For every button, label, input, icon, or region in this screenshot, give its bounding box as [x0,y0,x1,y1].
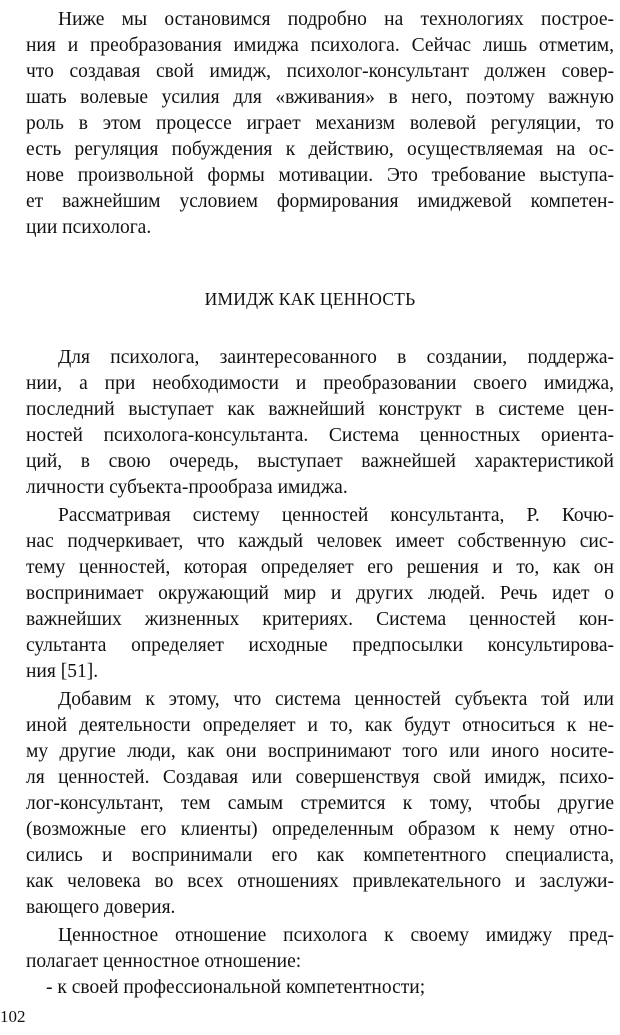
text-line: нии, а при необходимости и преобразовании своего имиджа, [26,373,614,394]
text-line: ния и преобразования имиджа психолога. Сейчас лишь отметим, [26,35,614,56]
text-line: ции психолога. [26,217,152,238]
text-line: что создавая свой имидж, психолог-консультант должен совер- [26,61,614,82]
text-line: лог-консультант, тем самым стремится к тому, чтобы другие [26,793,614,814]
text-line: важнейших жизненных критериях. Система ценностей кон- [26,609,614,630]
text-line: личности субъекта-прообраза имиджа. [26,477,348,498]
text-line: (возможные его клиенты) определенным образом к нему отно- [26,819,614,840]
text-line: ния [51]. [26,661,99,682]
text-line: нас подчеркивает, что каждый человек имеет собственную сис- [26,531,614,552]
text-line: Добавим к этому, что система ценностей субъекта той или [58,689,614,710]
text-line: воспринимает окружающий мир и других людей. Речь идет о [26,583,614,604]
text-line: Рассматривая систему ценностей консультанта, Р. Кочю- [58,505,614,526]
text-line: ностей психолога-консультанта. Система ценностных ориента- [26,425,614,446]
page-number: 102 [0,1007,26,1026]
section-heading: ИМИДЖ КАК ЦЕННОСТЬ [204,289,416,309]
text-line: сультанта определяет исходные предпосылки консультирова- [26,635,614,656]
text-line: сились и воспринимали его как компетентного специалиста, [26,845,614,866]
text-line: как человека во всех отношениях привлекательного и заслужи- [26,871,614,892]
text-line: ет важнейшим условием формирования имиджевой компетен- [26,191,614,212]
text-line: тему ценностей, которая определяет его решения и то, как он [26,557,614,578]
text-line: роль в этом процессе играет механизм волевой регуляции, то [26,113,614,134]
text-line: полагает ценностное отношение: [26,951,302,972]
text-line: шать волевые усилия для «вживания» в него, поэтому важную [26,87,614,108]
text-line: ля ценностей. Создавая или совершенствуя свой имидж, психо- [26,767,614,788]
list-item: - к своей профессиональной компетентности; [46,977,426,998]
text-line: Для психолога, заинтересованного в создании, поддержа- [58,347,614,368]
text-line: последний выступает как важнейший конструкт в системе цен- [26,399,614,420]
text-line: Ниже мы остановимся подробно на технологиях построе- [58,9,614,30]
text-line: иной деятельности определяет и то, как будут относиться к не- [26,715,614,736]
text-line: вающего доверия. [26,897,176,918]
text-line: Ценностное отношение психолога к своему имиджу пред- [58,925,614,946]
text-line: му другие люди, как они воспринимают того или иного носите- [26,741,614,762]
text-line: есть регуляция побуждения к действию, осуществляемая на ос- [26,139,614,160]
text-line: ций, в свою очередь, выступает важнейшей характеристикой [26,451,614,472]
text-line: нове произвольной формы мотивации. Это требование выступа- [26,165,614,186]
